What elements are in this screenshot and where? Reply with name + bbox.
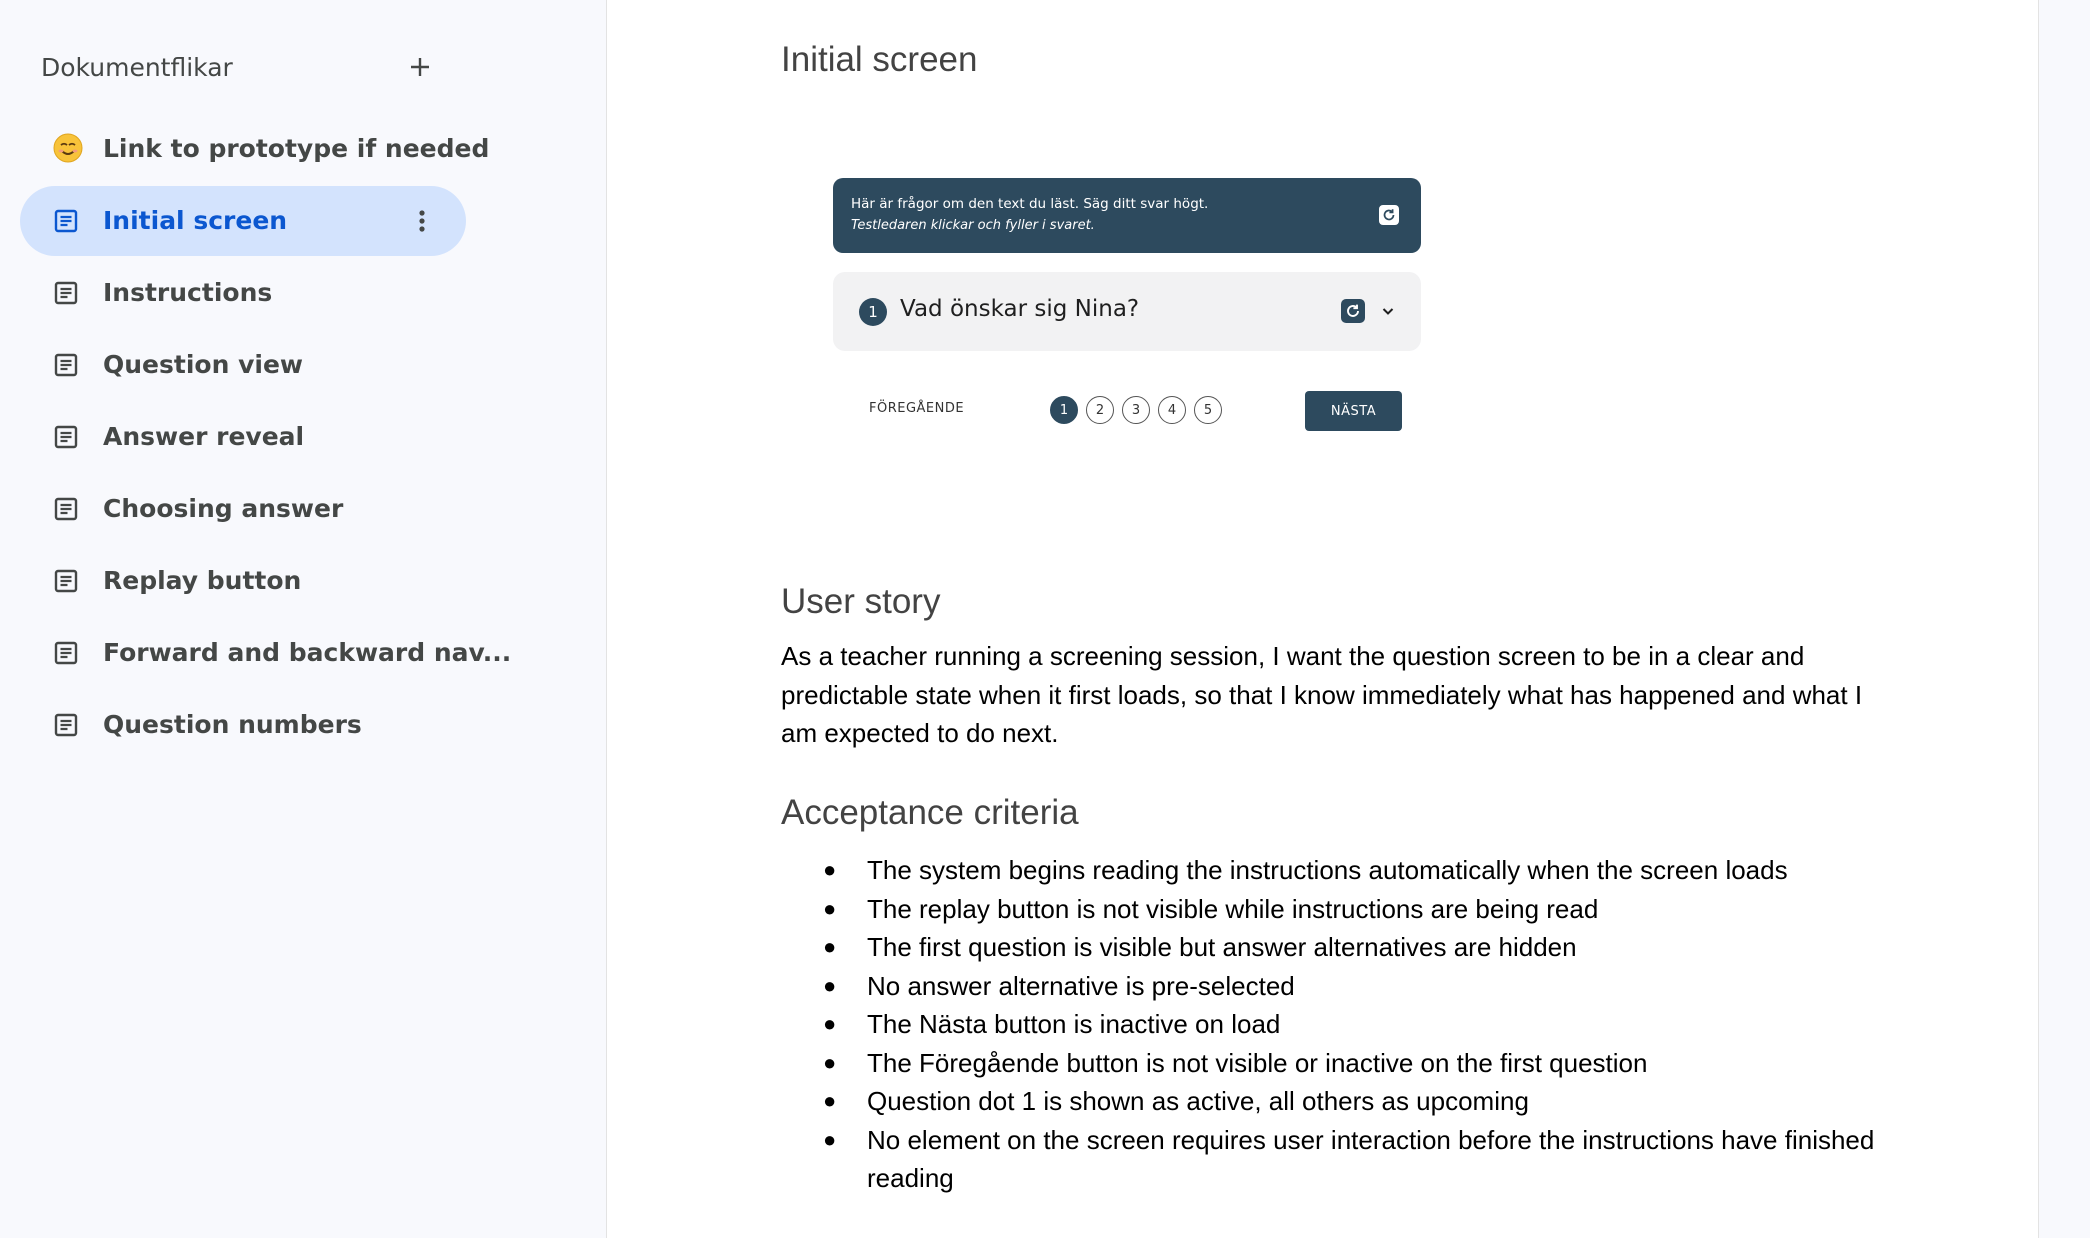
document-icon (53, 280, 79, 306)
criterion-text: No answer alternative is pre-selected (867, 970, 1295, 1001)
document-icon (53, 208, 79, 234)
document-tabs-sidebar (0, 0, 607, 1238)
question-text: Vad önskar sig Nina? (900, 296, 1140, 322)
heading-acceptance-criteria: Acceptance criteria (781, 793, 1079, 832)
question-dots (1050, 396, 1222, 426)
tab-link-to-prototype[interactable] (20, 114, 490, 184)
tab-label: Answer reveal (103, 422, 305, 451)
list-item: ● The Föregående button is not visible or inactive on the first question (823, 1047, 1648, 1078)
tab-instructions[interactable] (20, 258, 466, 328)
tab-label: Link to prototype if needed (103, 134, 490, 163)
plus-icon[interactable] (403, 50, 437, 84)
tab-initial-screen[interactable] (20, 186, 466, 256)
tab-answer-reveal[interactable] (20, 402, 466, 472)
sidebar-title: Dokumentflikar (41, 52, 233, 82)
tab-label: Instructions (103, 278, 273, 307)
tab-label: Initial screen (103, 206, 288, 235)
list-item: ● The replay button is not visible while instructions are being read (823, 893, 1599, 924)
tab-label: Forward and backward nav... (103, 638, 512, 667)
question-dot: 1 (1050, 396, 1078, 424)
document-icon (53, 496, 79, 522)
list-item: ● Question dot 1 is shown as active, all others as upcoming (823, 1086, 1529, 1116)
question-dot: 5 (1194, 396, 1222, 424)
criterion-text: Question dot 1 is shown as active, all others as upcoming (867, 1086, 1529, 1116)
criterion-text: The Nästa button is inactive on load (867, 1009, 1281, 1039)
tab-question-numbers[interactable] (20, 690, 466, 760)
tab-choosing-answer[interactable] (20, 474, 466, 544)
more-options-icon[interactable] (408, 207, 436, 235)
tab-forward-backward-nav[interactable] (20, 618, 512, 688)
document-icon (53, 424, 79, 450)
question-dot: 4 (1158, 396, 1186, 424)
sidebar-header (41, 50, 441, 84)
replay-icon (1379, 205, 1399, 225)
question-dot: 3 (1122, 396, 1150, 424)
tab-label: Choosing answer (103, 494, 344, 523)
right-gutter (2039, 0, 2090, 1238)
criterion-text: The replay button is not visible while instructions are being read (867, 893, 1599, 924)
document-icon (53, 352, 79, 378)
list-item: ● The Nästa button is inactive on load (823, 1009, 1281, 1039)
criterion-text: The first question is visible but answer alternatives are hidden (867, 932, 1577, 962)
heading-user-story: User story (781, 582, 941, 621)
tab-label: Question numbers (103, 710, 362, 739)
document-icon (53, 568, 79, 594)
user-story-text: As a teacher running a screening session, I want the question screen to be in a clear and predictable state when it first loads, so that I know immediately what has happened and what I am expected to do next. (781, 641, 1863, 748)
list-item: ● The system begins reading the instructions automatically when the screen loads (823, 855, 1788, 885)
tab-label: Replay button (103, 566, 302, 595)
tab-replay-button[interactable] (20, 546, 466, 616)
document-icon (53, 712, 79, 738)
instruction-banner (833, 178, 1421, 253)
document-icon (53, 640, 79, 666)
banner-line-2: Testledaren klickar och fyller i svaret. (851, 218, 1095, 233)
criterion-text: No element on the screen requires user interaction before the instructions have finished reading (867, 1124, 1875, 1193)
question-card (833, 272, 1421, 351)
replay-icon (1341, 299, 1365, 323)
tab-question-view[interactable] (20, 330, 466, 400)
list-item: ● The first question is visible but answer alternatives are hidden (823, 932, 1577, 962)
smiling-face-icon (52, 132, 84, 164)
banner-line-1: Här är frågor om den text du läst. Säg ditt svar högt. (851, 196, 1209, 212)
question-dot: 2 (1086, 396, 1114, 424)
tab-label: Question view (103, 350, 303, 379)
prototype-image (833, 178, 1421, 438)
next-button-image: NÄSTA (1305, 391, 1402, 431)
chevron-down-icon (1379, 302, 1397, 320)
acceptance-criteria-list (781, 851, 1881, 1198)
criterion-text: The system begins reading the instructions automatically when the screen loads (867, 855, 1788, 885)
criterion-text: The Föregående button is not visible or inactive on the first question (867, 1047, 1648, 1078)
list-item: ● No element on the screen requires user interaction before the instructions have finished reading (823, 1124, 1875, 1193)
question-number-badge: 1 (859, 298, 887, 326)
heading-initial-screen: Initial screen (781, 40, 978, 79)
previous-label: FÖREGÅENDE (869, 401, 965, 416)
list-item: ● No answer alternative is pre-selected (823, 970, 1295, 1001)
